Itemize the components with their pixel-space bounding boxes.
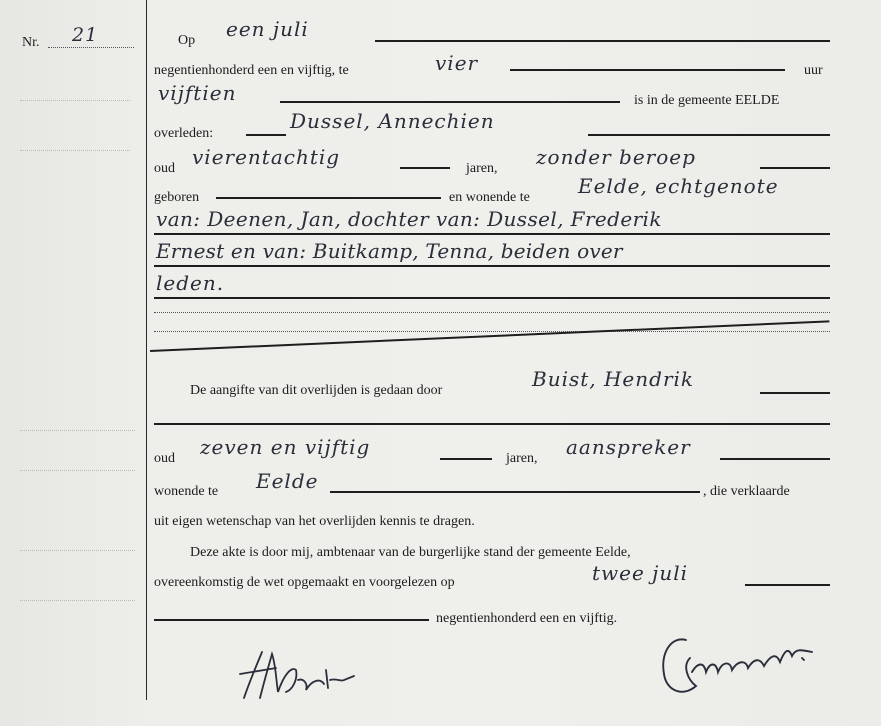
parents-line-1: van: Deenen, Jan, dochter van: Dussel, Frederik [156, 207, 662, 231]
residence-value: Eelde, echtgenote [578, 174, 779, 198]
informant-signature [236, 640, 366, 710]
closing-text: negentienhonderd een en vijftig. [436, 611, 618, 626]
age-value: vierentachtig [192, 145, 341, 169]
jaren-label: jaren, [466, 161, 498, 176]
occupation-value: zonder beroep [536, 145, 696, 169]
verklaarde-label: , die verklaarde [703, 484, 790, 499]
margin-line [146, 0, 147, 700]
informant-jaren-label: jaren, [506, 451, 538, 466]
informant-name: Buist, Hendrik [532, 367, 695, 391]
informant-wonende-label: wonende te [154, 484, 219, 499]
parents-line-2: Ernest en van: Buitkamp, Tenna, beiden over [156, 239, 623, 263]
geboren-label: geboren [154, 190, 200, 205]
nr-value: 21 [72, 24, 99, 46]
informant-occupation: aanspreker [566, 435, 691, 459]
overleden-label: overleden: [154, 126, 214, 141]
oud-label: oud [154, 161, 175, 176]
informant-age: zeven en vijftig [200, 435, 371, 459]
parents-line-3: leden. [156, 271, 225, 295]
akte-line-1: Deze akte is door mij, ambtenaar van de burgerlijke stand der gemeente Eelde, [190, 545, 631, 560]
nr-label: Nr. [22, 35, 40, 50]
deceased-name: Dussel, Annechien [290, 109, 495, 133]
informant-oud-label: oud [154, 451, 175, 466]
akte-line-2: overeenkomstig de wet opgemaakt en voorgelezen op [154, 575, 455, 590]
gemeente-label: is in de gemeente EELDE [634, 93, 780, 108]
wetenschap-text: uit eigen wetenschap van het overlijden kennis te dragen. [154, 514, 475, 529]
official-signature [652, 622, 832, 712]
op-label: Op [178, 33, 196, 48]
hour-value: vier [435, 51, 479, 75]
informant-residence: Eelde [256, 469, 319, 493]
minutes-value: vijftien [158, 81, 237, 105]
year-place-label: negentienhonderd een en vijftig, te [154, 63, 349, 78]
wonende-label: en wonende te [449, 190, 530, 205]
aangifte-label: De aangifte van dit overlijden is gedaan door [190, 383, 443, 398]
uur-label: uur [804, 63, 823, 78]
act-date: twee juli [592, 561, 689, 585]
strike-line [150, 320, 829, 352]
death-date: een juli [226, 17, 309, 41]
